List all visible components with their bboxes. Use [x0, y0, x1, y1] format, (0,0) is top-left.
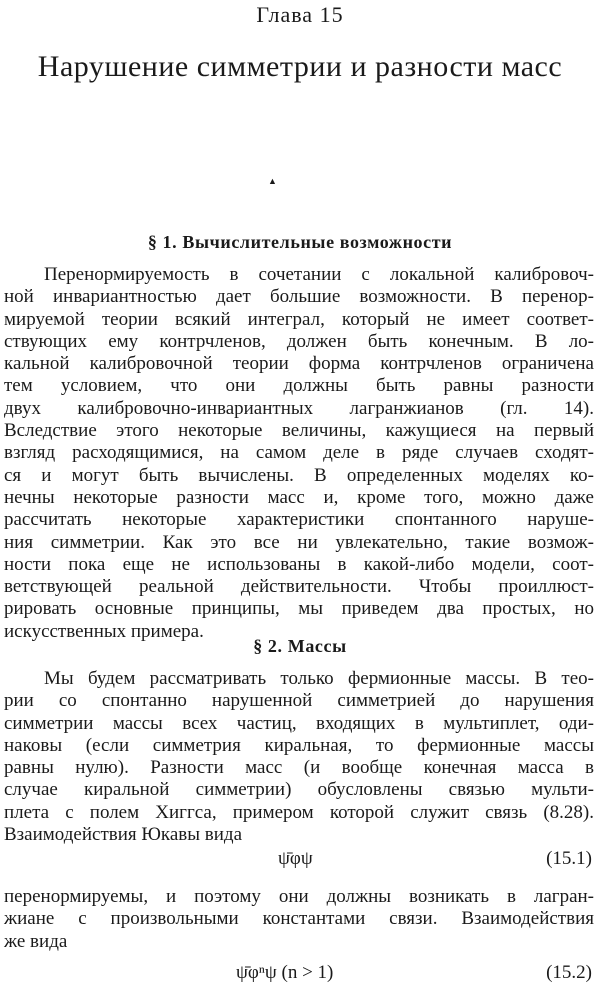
text-line: ния симметрии. Как это все ни увлекательно, такие возмож- — [4, 531, 594, 553]
equation-number: (15.1) — [546, 848, 592, 869]
text-line: рассчитать некоторые характеристики спонтанного наруше- — [4, 509, 594, 531]
equation-number: (15.2) — [546, 962, 592, 983]
text-line: двух калибровочно-инвариантных лагранжианов (гл. 14). — [4, 397, 594, 419]
text-line: ся и могут быть вычислены. В определенных моделях ко- — [4, 464, 594, 486]
text-line: мируемой теории всякий интеграл, который не имеет соответ- — [4, 308, 594, 330]
text-line: тем условием, что они должны быть равны разности — [4, 375, 594, 397]
print-mark: ▲ — [268, 176, 277, 186]
text-line: случае киральной симметрии) обусловлены связью мульти- — [4, 779, 594, 801]
text-line: ности пока еще не использованы в какой-либо модели, соот- — [4, 553, 594, 575]
text-line: рии со спонтанно нарушенной симметрией до нарушения — [4, 690, 594, 712]
text-line: Вследствие этого некоторые величины, кажущиеся на первый — [4, 420, 594, 442]
text-line: нечны некоторые разности масс и, кроме того, можно даже — [4, 486, 594, 508]
text-line: Мы будем рассматривать только фермионные массы. В тео- — [44, 668, 594, 689]
equation-formula: ψ̄φⁿψ (n > 1) — [236, 962, 334, 983]
text-line: симметрии массы всех частиц, входящих в мультиплет, оди- — [4, 712, 594, 734]
equation-15-1 — [0, 848, 600, 878]
text-line: наковы (если симметрия киральная, то фермионные массы — [4, 734, 594, 756]
text-line: Перенормируемость в сочетании с локальной калибровоч- — [44, 264, 594, 285]
text-line: Взаимодействия Юкавы вида — [4, 824, 243, 846]
equation-formula: ψ̄φψ — [278, 848, 313, 869]
text-line: перенормируемы, и поэтому они должны возникать в лагран- — [4, 886, 594, 907]
equation-15-2 — [0, 962, 600, 992]
text-line: рировать основные принципы, мы приведем два простых, но — [4, 598, 594, 620]
text-line: искусственных примера. — [4, 620, 204, 642]
chapter-title: Нарушение симметрии и разности масс — [37, 50, 563, 83]
text-line: взгляд расходящимися, на самом деле в ряде случаев сходят- — [4, 442, 594, 464]
text-line: ствующих ему контрчленов, должен быть конечным. В ло- — [4, 330, 594, 352]
text-line: равны нулю). Разности масс (и вообще конечная масса в — [4, 757, 594, 779]
text-line: ветствующей реальной действительности. Чтобы проиллюст- — [4, 576, 594, 598]
text-line: же вида — [4, 930, 68, 952]
text-line: ной инвариантностью дает большие возможности. В перенор- — [4, 286, 594, 308]
section-2-paragraph-cont — [4, 886, 594, 953]
text-line: жиане с произвольными константами связи. Взаимодействия — [4, 908, 594, 930]
section-1-heading: § 1. Вычислительные возможности — [147, 232, 453, 252]
section-2-paragraph — [4, 668, 594, 846]
section-1-paragraph — [4, 264, 594, 643]
chapter-label: Глава 15 — [256, 2, 344, 27]
text-line: плета с полем Хиггса, примером которой служит связь (8.28). — [4, 801, 594, 823]
text-line: кальной калибровочной теории форма контрчленов ограничена — [4, 353, 594, 375]
section-2-heading: § 2. Массы — [253, 636, 347, 656]
